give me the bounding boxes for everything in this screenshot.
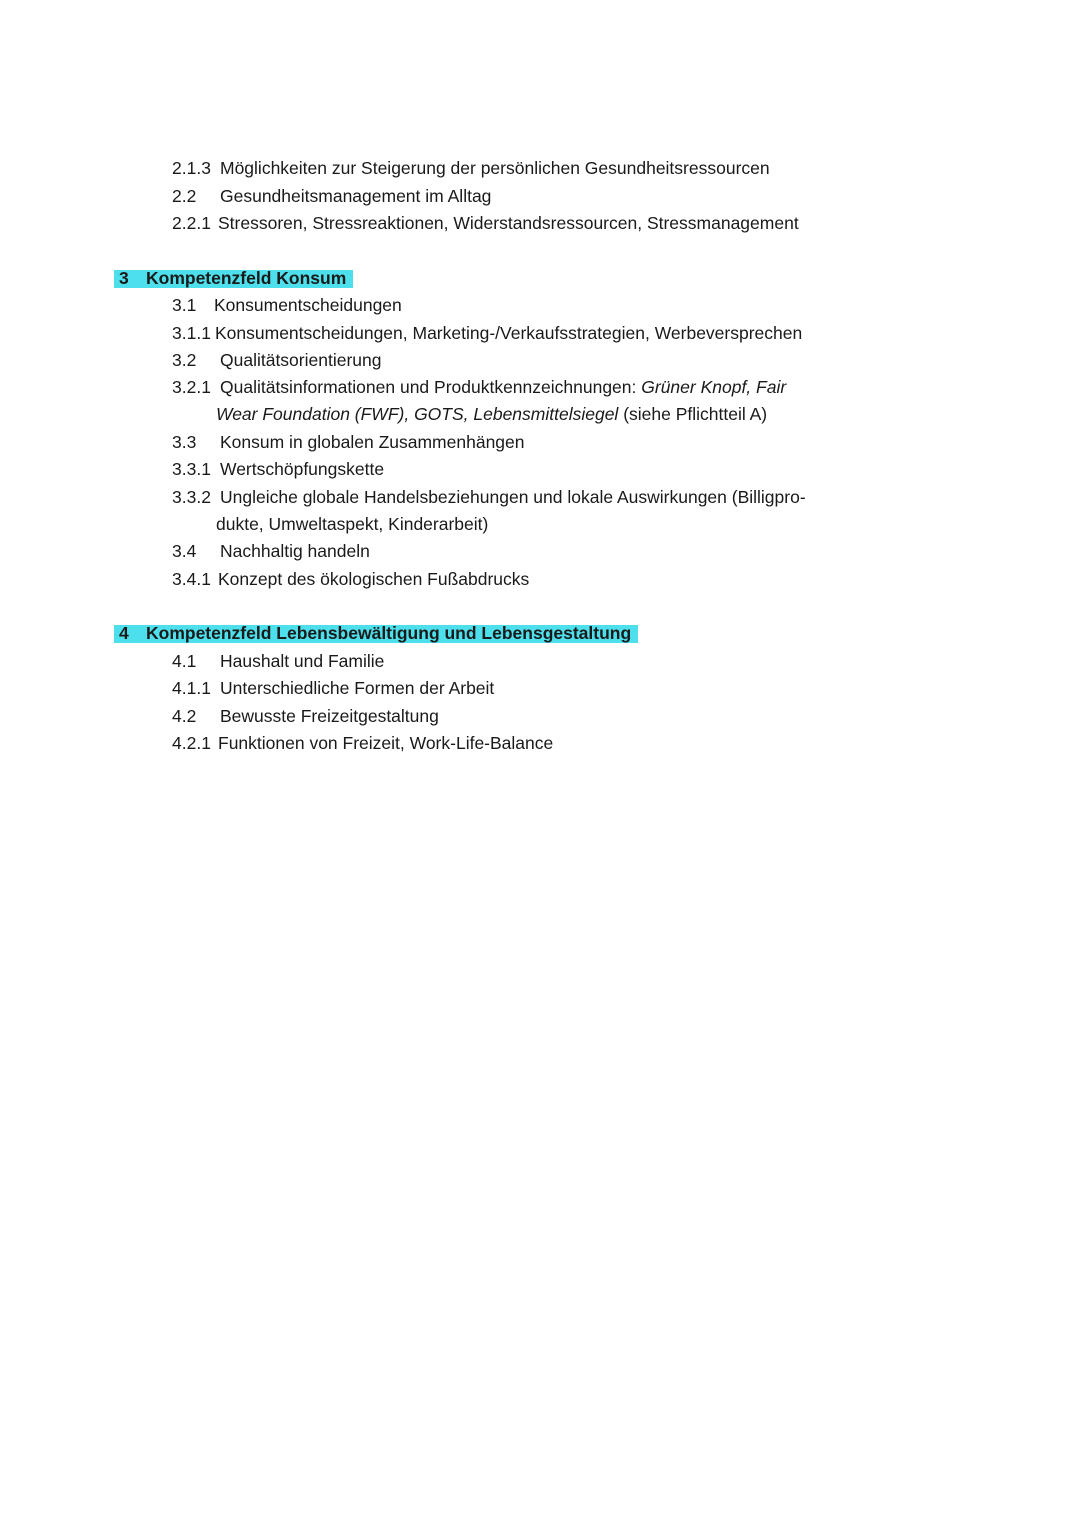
- item-text: Konsum in globalen Zusammenhängen: [220, 432, 525, 452]
- toc-item-3-1-1: [172, 322, 802, 344]
- item-number: 2.2: [172, 186, 197, 206]
- item-text-italic: Grüner Knopf, Fair: [641, 377, 787, 397]
- item-text: Möglichkeiten zur Steigerung der persönlichen Gesundheitsressourcen: [220, 158, 770, 178]
- item-text: Ungleiche globale Handelsbeziehungen und lokale Auswirkungen (Billigpro-: [220, 487, 806, 507]
- section-number: 3: [119, 268, 129, 288]
- item-text: Unterschiedliche Formen der Arbeit: [220, 678, 495, 698]
- item-text: Konsumentscheidungen, Marketing-/Verkaufsstrategien, Werbeversprechen: [215, 323, 803, 343]
- section-title: Kompetenzfeld Konsum: [146, 268, 347, 288]
- item-text: dukte, Umweltaspekt, Kinderarbeit): [216, 514, 489, 534]
- item-text-italic: Wear Foundation (FWF), GOTS, Lebensmittelsiegel: [216, 404, 619, 424]
- section-number: 4: [119, 623, 129, 643]
- item-number: 2.2.1: [172, 213, 211, 233]
- toc-item-4-2-1: [172, 732, 553, 754]
- item-number: 4.2: [172, 706, 197, 726]
- item-number: 3.1: [172, 295, 197, 315]
- item-text: Stressoren, Stressreaktionen, Widerstandsressourcen, Stressmanagement: [218, 213, 799, 233]
- item-text: Nachhaltig handeln: [220, 541, 370, 561]
- toc-item-3-2-1: [172, 376, 786, 398]
- item-number: 3.3.2: [172, 487, 211, 507]
- item-text: Gesundheitsmanagement im Alltag: [220, 186, 492, 206]
- toc-item-4-2: [172, 705, 439, 727]
- item-number: 2.1.3: [172, 158, 211, 178]
- item-text: Konzept des ökologischen Fußabdrucks: [218, 569, 530, 589]
- toc-item-3-2: [172, 349, 381, 371]
- item-number: 3.3.1: [172, 459, 211, 479]
- toc-item-3-2-1-continuation: [216, 403, 767, 425]
- toc-item-3-1: [172, 294, 402, 316]
- item-number: 4.1.1: [172, 678, 211, 698]
- item-text: Funktionen von Freizeit, Work-Life-Balance: [218, 733, 554, 753]
- item-number: 3.2: [172, 350, 197, 370]
- toc-item-2-2: [172, 185, 491, 207]
- toc-item-3-3-2: [172, 486, 806, 508]
- section-heading-3: [114, 267, 353, 289]
- item-text: (siehe Pflichtteil A): [618, 404, 768, 424]
- toc-item-3-4: [172, 540, 370, 562]
- item-number: 3.2.1: [172, 377, 211, 397]
- toc-item-4-1-1: [172, 677, 494, 699]
- item-text: Wertschöpfungskette: [220, 459, 385, 479]
- toc-item-3-4-1: [172, 568, 529, 590]
- item-text: Qualitätsinformationen und Produktkennzeichnungen:: [220, 377, 642, 397]
- item-text: Haushalt und Familie: [220, 651, 385, 671]
- item-text: Bewusste Freizeitgestaltung: [220, 706, 439, 726]
- item-number: 3.3: [172, 432, 197, 452]
- toc-item-2-1-3: [172, 157, 770, 179]
- item-number: 4.1: [172, 651, 197, 671]
- section-heading-4: [114, 622, 638, 644]
- item-text: Konsumentscheidungen: [214, 295, 402, 315]
- section-title: Kompetenzfeld Lebensbewältigung und Lebensgestaltung: [146, 623, 632, 643]
- item-number: 3.4.1: [172, 569, 211, 589]
- toc-item-3-3-2-continuation: [216, 513, 488, 535]
- toc-item-2-2-1: [172, 212, 799, 234]
- item-number: 3.1.1: [172, 323, 211, 343]
- item-text: Qualitätsorientierung: [220, 350, 382, 370]
- item-number: 3.4: [172, 541, 197, 561]
- toc-item-3-3-1: [172, 458, 384, 480]
- item-number: 4.2.1: [172, 733, 211, 753]
- toc-item-4-1: [172, 650, 384, 672]
- toc-item-3-3: [172, 431, 525, 453]
